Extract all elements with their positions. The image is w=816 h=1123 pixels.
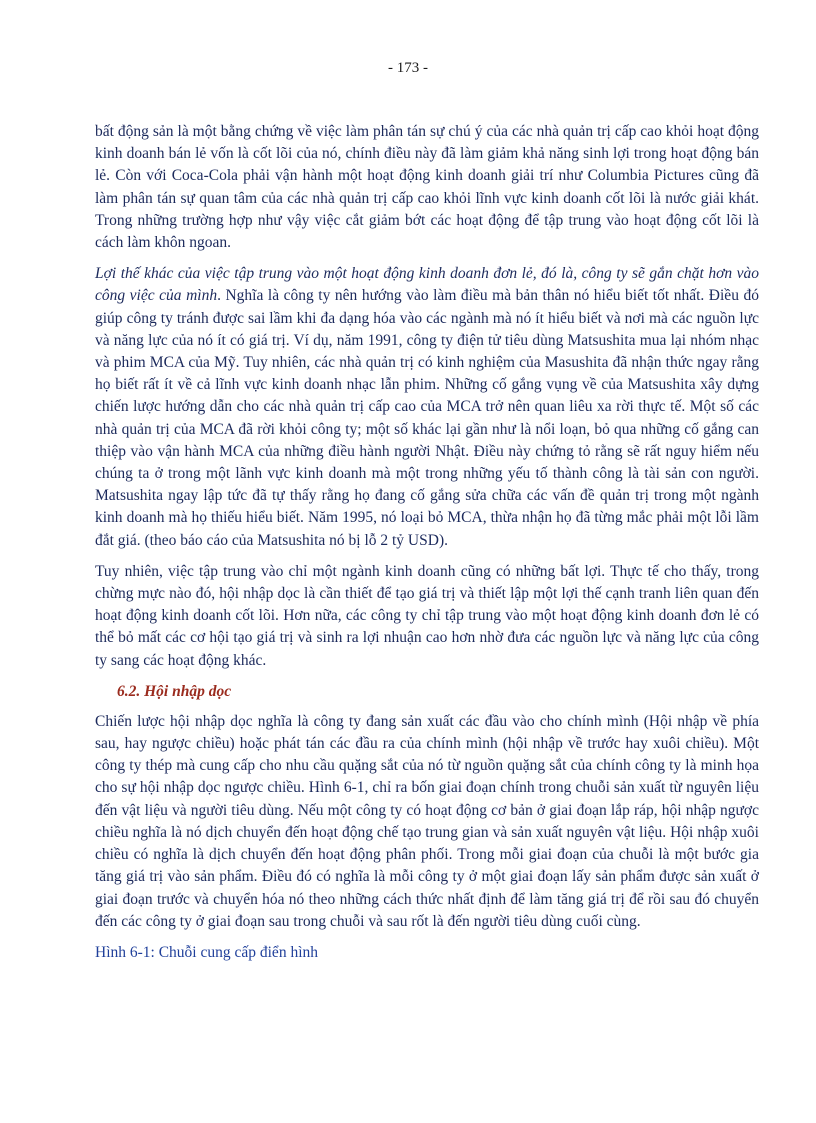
page-content — [95, 121, 759, 964]
paragraph-2-italic-lead: Lợi thế khác của việc tập trung vào một hoạt động kinh doanh đơn lẻ, đó là, công ty sẽ gắn chặt hơn vào công việc của mình — [95, 265, 759, 305]
paragraph-2 — [95, 263, 759, 552]
paragraph-4: Chiến lược hội nhập dọc nghĩa là công ty đang sản xuất các đầu vào cho chính mình (Hội nhập về phía sau, hay ngược chiều) hoặc phát tán các đầu ra của chính mình (hội nhập về trước hay xuôi chiều). Một công ty thép mà cung cấp cho nhu cầu quặng sắt của nó từ nguồn quặng sắt của chính công ty là minh họa cho sự hội nhập dọc ngược chiều. Hình 6-1, chỉ ra bốn giai đoạn chính trong chuỗi sản xuất từ nguyên liệu đến vật liệu và người tiêu dùng. Nếu một công ty có hoạt động cơ bản ở giai đoạn lắp ráp, hội nhập ngược chiều nghĩa là nó dịch chuyển đến hoạt động chế tạo trung gian và sản xuất nguyên vật liệu. Hội nhập xuôi chiều có nghĩa là dịch chuyển đến hoạt động phân phối. Trong mỗi giai đoạn của chuỗi là một bước gia tăng giá trị vào sản phẩm. Điều đó có nghĩa là mỗi công ty ở một giai đoạn lấy sản phẩm được sản xuất ở giai đoạn trước và chuyển hóa nó theo những cách thức nhất định để làm tăng giá trị để rồi sau đó chuyển đến các công ty ở giai đoạn sau trong chuỗi và sau rốt là đến người tiêu dùng cuối cùng. — [95, 712, 759, 930]
section-heading: 6.2. Hội nhập dọc — [117, 682, 232, 700]
paragraph-1: bất động sản là một bằng chứng về việc làm phân tán sự chú ý của các nhà quản trị cấp cao khỏi hoạt động kinh doanh bán lẻ vốn là cốt lõi của nó, chính điều này đã làm giảm khả năng sinh lợi trong hoạt động bán lẻ. Còn với Coca-Cola phải vận hành một hoạt động kinh doanh giải trí như Columbia Pictures cũng đã làm phân tán sự quan tâm của các nhà quản trị cấp cao khỏi lĩnh vực kinh doanh cốt lõi là nước giải khát. Trong những trường hợp như vậy việc cắt giảm bớt các hoạt động để tập trung vào hoạt động cốt lõi là cách làm khôn ngoan. — [95, 123, 759, 252]
paragraph-3: Tuy nhiên, việc tập trung vào chỉ một ngành kinh doanh cũng có những bất lợi. Thực tế cho thấy, trong chừng mực nào đó, hội nhập dọc là cần thiết để tạo giá trị và thiết lập một lợi thế cạnh tranh liên quan đến hoạt động kinh doanh cốt lõi. Hơn nữa, các công ty chỉ tập trung vào một hoạt động kinh doanh đơn lẻ có thể bỏ mất các cơ hội tạo giá trị và sinh ra lợi nhuận cao hơn nhờ đưa các nguồn lực và năng lực của công ty sang các hoạt động khác. — [95, 562, 759, 669]
page-number: - 173 - — [388, 60, 428, 76]
paragraph-2-body: . Nghĩa là công ty nên hướng vào làm điều mà bản thân nó hiểu biết tốt nhất. Điều đó giúp công ty tránh được sai lầm khi đa dạng hóa vào các ngành mà nó ít hiểu biết và nơi mà các nguồn lực và năng lực của nó ít có giá trị. Ví dụ, năm 1991, công ty điện tử tiêu dùng Matsushita mua lại nhóm nhạc và phim MCA của Mỹ. Tuy nhiên, các nhà quản trị có kinh nghiệm của Masushita đã nhận thức ngay rằng họ biết rất ít về cả lĩnh vực kinh doanh nhạc lẫn phim. Những cố gắng vụng về của Matsushita xây dựng chiến lược hướng dẫn cho các nhà quản trị cấp cao của MCA trở nên quan liêu xa rời thực tế. Một số các nhà quản trị của MCA đã rời khỏi công ty; một số khác lại gần như là nổi loạn, bỏ qua những cố gắng can thiệp vào vận hành MCA của những điều hành người Nhật. Điều này chứng tỏ rằng sẽ rất nguy hiểm nếu chúng ta ở trong một lãnh vực kinh doanh mà một trong những yếu tố thành công là tài sản con người. Matsushita ngay lập tức đã tự thấy rằng họ đang cố gắng sửa chữa các vấn đề quản trị trong một ngành kinh doanh mà họ thiếu hiểu biết. Năm 1995, nó loại bỏ MCA, thừa nhận họ đã từng mắc phải một lỗi lầm đắt giá. (theo báo cáo của Matsushita nó bị lỗ 2 tỷ USD). — [95, 287, 759, 549]
figure-caption: Hình 6-1: Chuỗi cung cấp điển hình — [95, 943, 318, 961]
